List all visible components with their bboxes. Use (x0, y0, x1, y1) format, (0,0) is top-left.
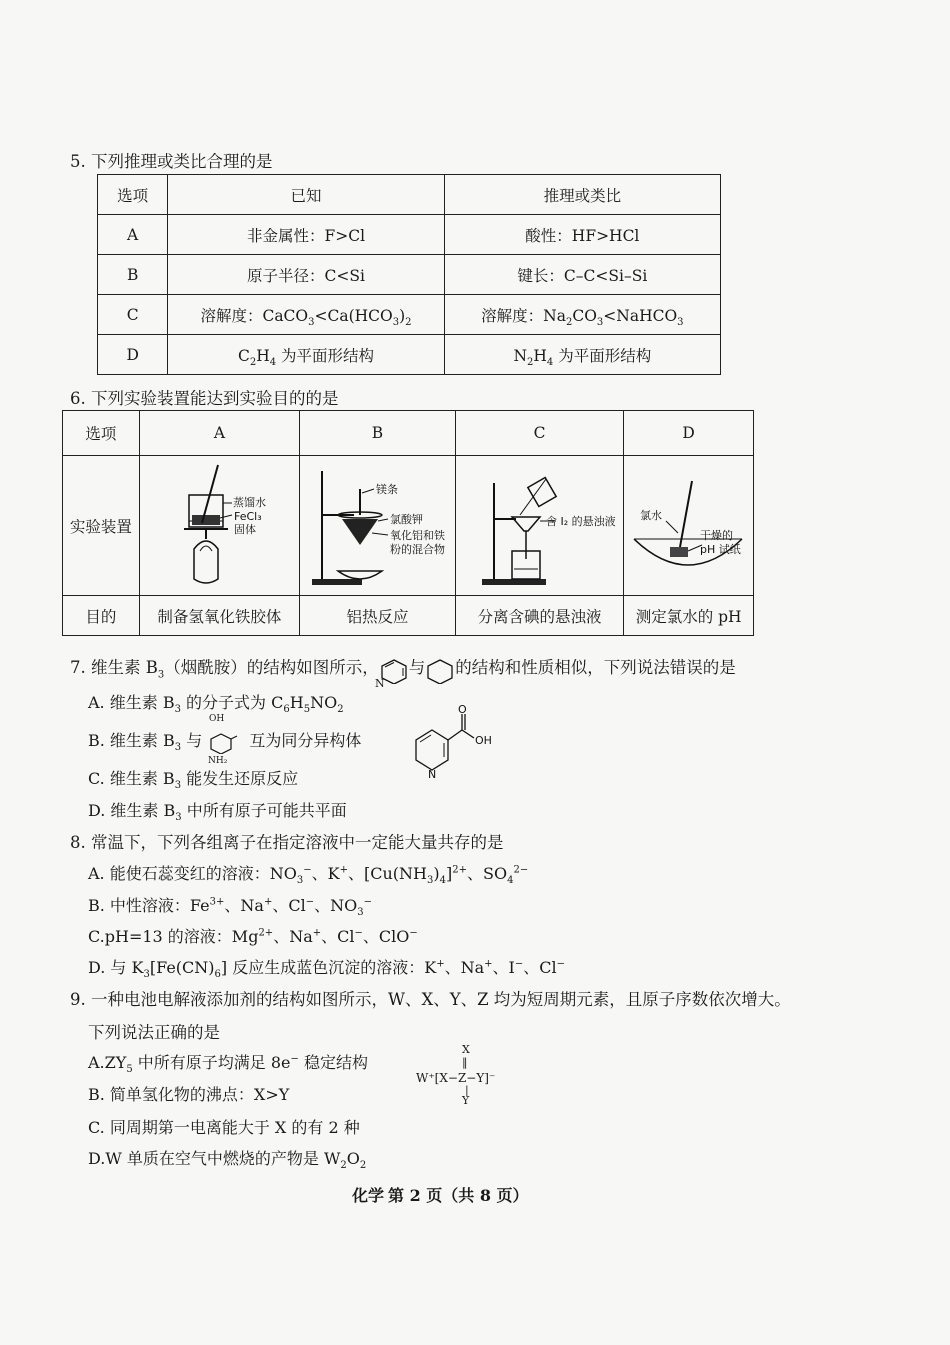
q7-stem-tail: 的结构和性质相似，下列说法错误的是 (455, 658, 736, 677)
fig-d-label-water: 氯水 (640, 508, 663, 522)
q6-figure-a (139, 456, 299, 596)
q6-purpose-c: 分离含碘的悬浊液 (455, 596, 623, 636)
q6-stem: 6. 下列实验装置能达到实验目的的是 (70, 389, 339, 408)
q5-row-c-opt: C (98, 295, 168, 335)
q8-option-c: C.pH=13 的溶液：$Mg^{2+}$、Na+、Cl−、ClO− (88, 927, 418, 946)
q9-stem-2: 下列说法正确的是 (88, 1023, 220, 1042)
fig-a-label-water: 蒸馏水 (233, 495, 267, 509)
q7-isomer-nh2: NH₂ (208, 756, 228, 766)
q9-stem: 9. 一种电池电解液添加剂的结构如图所示，W、X、Y、Z 均为短周期元素，且原子序数依次增大。 (70, 990, 791, 1009)
footer-subject: 化学 (352, 1186, 385, 1205)
q8-option-a: A. 能使石蕊变红的溶液：$NO_3^-$、K+、$[Cu(NH_3)_4]^{2+}$、$SO_4^{2-}$ (88, 864, 529, 887)
q7-option-c: C. 维生素 $B_3$ 能发生还原反应 (88, 769, 299, 792)
fig-b-label-kclo3: 氯酸钾 (390, 512, 424, 526)
q9-structure-bond: ‖ (462, 1056, 468, 1069)
q5-row-d-infer: $N_2H_4$ 为平面形结构 (444, 335, 720, 375)
q5-row-a-infer: 酸性：HF>HCl (444, 215, 720, 255)
q6-header-label: 选项 (63, 411, 140, 456)
nicotinic-oh-label: OH (475, 734, 492, 747)
benzene-ring-icon (425, 658, 455, 680)
q6-figure-d (624, 456, 754, 596)
apparatus-b-illustration (302, 459, 452, 593)
footer-page: 第 2 页（共 8 页） (388, 1186, 529, 1205)
q5-row-d-opt: D (98, 335, 168, 375)
q7-option-b-pre: B. 维生素 $B_3$ 与 (88, 731, 203, 754)
q9-structure-top: X (462, 1043, 470, 1056)
q6-purpose-label: 目的 (63, 596, 140, 636)
q9-option-b: B. 简单氢化物的沸点：X>Y (88, 1085, 290, 1104)
q5-row-a-known: 非金属性：F>Cl (168, 215, 444, 255)
q9-option-c: C. 同周期第一电离能大于 X 的有 2 种 (88, 1118, 360, 1137)
q7-stem-text: 7. 维生素 $B_3$（烟酰胺）的结构如图所示， (70, 658, 379, 681)
q6-purpose-d: 测定氯水的 pH (624, 596, 754, 636)
apparatus-c-illustration (460, 459, 620, 593)
q6-header-a: A (139, 411, 299, 456)
fig-a-label-fecl3: FeCl₃ (234, 509, 263, 523)
q5-row-c-infer: 溶解度：$Na_2CO_3<NaHCO_3$ (444, 295, 720, 335)
q5-row-a-opt: A (98, 215, 168, 255)
q6-device-label: 实验装置 (63, 456, 140, 596)
nicotinic-o-label: O (458, 704, 467, 716)
q7-option-b (88, 728, 361, 752)
fig-b-label-mix2: 粉的混合物 (390, 542, 446, 556)
q6-header-c: C (455, 411, 623, 456)
q9-structure-bot: Y (462, 1094, 470, 1107)
q6-header-d: D (624, 411, 754, 456)
q6-table (62, 410, 754, 636)
fig-b-label-mix1: 氧化铝和铁 (390, 528, 446, 542)
fig-b-label-mg: 镁条 (376, 482, 399, 496)
q8-option-b: B. 中性溶液：$Fe^{3+}$、Na+、Cl−、$NO_3^-$ (88, 896, 372, 919)
q9-option-d: D.W 单质在空气中燃烧的产物是 $W_2O_2$ (88, 1149, 367, 1172)
q7-isomer-oh-top: OH (209, 714, 225, 724)
q8-stem: 8. 常温下，下列各组离子在指定溶液中一定能大量共存的是 (70, 833, 504, 852)
q7-option-b-post: 互为同分异构体 (249, 731, 362, 750)
q9-option-a: $A.ZY_5$ 中所有原子均满足 8e− 稳定结构 (88, 1053, 369, 1076)
nicotinic-n-label: N (428, 768, 437, 780)
q7-option-d: D. 维生素 $B_3$ 中所有原子可能共平面 (88, 801, 347, 824)
q5-header-known: 已知 (168, 175, 444, 215)
q5-row-d-known: $C_2H_4$ 为平面形结构 (168, 335, 444, 375)
q5-row-b-opt: B (98, 255, 168, 295)
q7-stem-mid: 与 (408, 658, 426, 677)
fig-a-label-solid: 固体 (234, 522, 257, 536)
q9-structure-mid: W⁺[X−Z−Y]⁻ (416, 1071, 496, 1085)
q5-header-option: 选项 (98, 175, 168, 215)
q6-purpose-a: 制备氢氧化铁胶体 (139, 596, 299, 636)
q7-stem (70, 654, 736, 680)
q7-option-a: A. 维生素 $B_3$ 的分子式为 $C_6H_5NO_2$ (88, 693, 344, 716)
q6-figure-b (300, 456, 456, 596)
q7-pyridine-n: N (375, 677, 385, 690)
q6-figure-c (455, 456, 623, 596)
q5-row-c-known: 溶解度：$CaCO_3<Ca(HCO_3)_2$ (168, 295, 444, 335)
q6-header-b: B (300, 411, 456, 456)
apparatus-d-illustration (626, 459, 751, 593)
nicotinic-structure-illustration (408, 704, 518, 780)
q9-structure-bond2: | (465, 1084, 469, 1097)
q5-header-infer: 推理或类比 (444, 175, 720, 215)
q5-stem: 5. 下列推理或类比合理的是 (70, 152, 273, 171)
fig-d-label-paper1: 干燥的 (700, 528, 734, 542)
q8-option-d: D. 与 $K_3[Fe(CN)_6]$ 反应生成蓝色沉淀的溶液：K+、Na+、I−、Cl− (88, 958, 566, 981)
apparatus-a-illustration (144, 459, 294, 593)
q5-row-b-infer: 键长：C–C<Si–Si (444, 255, 720, 295)
fig-d-label-paper2: pH 试纸 (700, 542, 741, 556)
q5-table (97, 174, 721, 375)
isomer-structure-icon (207, 732, 249, 752)
q6-purpose-b: 铝热反应 (300, 596, 456, 636)
q5-row-b-known: 原子半径：C<Si (168, 255, 444, 295)
fig-c-label: 含 I₂ 的悬浊液 (545, 514, 616, 528)
